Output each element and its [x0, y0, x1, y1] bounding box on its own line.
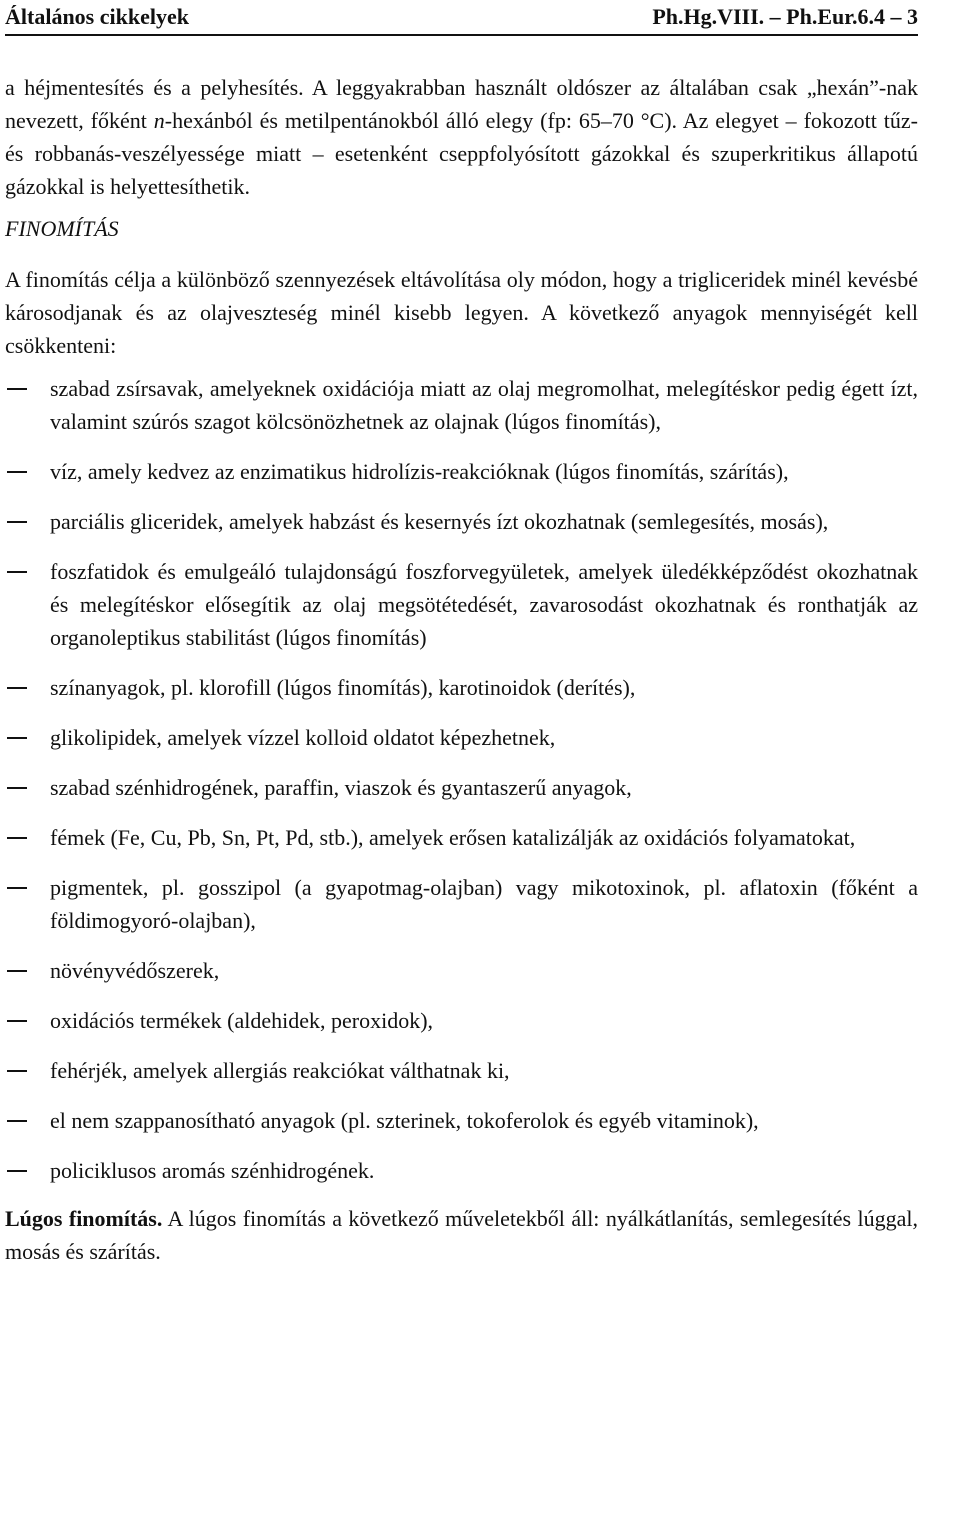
- list-item: [5, 671, 918, 704]
- list-item-text: szabad zsírsavak, amelyeknek oxidációja miatt az olaj megromolhat, melegítéskor pedig égett ízt, valamint szúrós szagot kölcsönözhetnek az olajnak (lúgos finomítás),: [50, 376, 918, 434]
- list-item-text: szabad szénhidrogének, paraffin, viaszok és gyantaszerű anyagok,: [50, 775, 632, 800]
- document-page: [5, 0, 918, 1290]
- alkaline-refining-heading: Lúgos finomítás.: [5, 1206, 163, 1231]
- list-item-text: fehérjék, amelyek allergiás reakciókat válthatnak ki,: [50, 1058, 510, 1083]
- running-header: [5, 0, 918, 36]
- list-item: [5, 871, 918, 937]
- list-item-text: el nem szappanosítható anyagok (pl. szterinek, tokoferolok és egyéb vitaminok),: [50, 1108, 759, 1133]
- refining-paragraph: A finomítás célja a különböző szennyezések eltávolítása oly módon, hogy a trigliceridek minél kevésbé károsodjanak és az olajveszteség minél kisebb legyen. A következő anyagok mennyiségét kell csökkenteni:: [5, 267, 918, 358]
- intro-part2: -hexánból és metilpentánokból álló elegy (fp: 65–70 °C). Az elegyet – fokozott tűz- és robbanás-veszélyessége miatt – esetenként cseppfolyósított gázokkal és szuperkritikus állapotú gázokkal is helyettesíthetik.: [5, 108, 918, 199]
- list-item-text: foszfatidok és emulgeáló tulajdonságú foszforvegyületek, amelyek üledékképződést okozhatnak és melegítéskor elősegítik az olaj megsötétedését, zavarosodást okozhatnak és ronthatják az organoleptikus stabilitást (lúgos finomítás): [50, 559, 918, 650]
- list-item: [5, 1004, 918, 1037]
- list-item-text: parciális gliceridek, amelyek habzást és kesernyés ízt okozhatnak (semlegesítés, mosás),: [50, 509, 829, 534]
- list-item-text: víz, amely kedvez az enzimatikus hidrolízis-reakcióknak (lúgos finomítás, szárítás),: [50, 459, 789, 484]
- header-section-title: Általános cikkelyek: [5, 4, 189, 29]
- header-pharmacopoeia-ref: Ph.Hg.VIII. – Ph.Eur.6.4 – 3: [652, 4, 918, 29]
- intro-part1: a héjmentesítés és a pelyhesítés. A leggyakrabban használt oldószer az általában csak „hexán”-nak nevezett, főként: [5, 75, 918, 133]
- list-item: [5, 505, 918, 538]
- list-item: [5, 372, 918, 438]
- list-item-text: oxidációs termékek (aldehidek, peroxidok),: [50, 1008, 434, 1033]
- list-item: [5, 1054, 918, 1087]
- intro-italic-n: n: [153, 108, 165, 133]
- alkaline-refining-text: A lúgos finomítás a következő műveletekből áll: nyálkátlanítás, semlegesítés lúggal, mosás és szárítás.: [5, 1206, 918, 1264]
- list-item: [5, 771, 918, 804]
- body-text: [5, 71, 918, 1268]
- list-item-text: fémek (Fe, Cu, Pb, Sn, Pt, Pd, stb.), amelyek erősen katalizálják az oxidációs folyamatokat,: [50, 825, 856, 850]
- list-item: [5, 821, 918, 854]
- list-item: [5, 555, 918, 654]
- list-item: [5, 1104, 918, 1137]
- list-item-text: glikolipidek, amelyek vízzel kolloid oldatot képezhetnek,: [50, 725, 556, 750]
- list-item-text: pigmentek, pl. gosszipol (a gyapotmag-olajban) vagy mikotoxinok, pl. aflatoxin (főként a földimogyoró-olajban),: [50, 875, 918, 933]
- alkaline-refining-paragraph: [5, 1202, 918, 1268]
- list-item: [5, 1154, 918, 1187]
- list-item-text: növényvédőszerek,: [50, 958, 220, 983]
- contaminant-list: [5, 372, 918, 1187]
- list-item-text: színanyagok, pl. klorofill (lúgos finomítás), karotinoidok (derítés),: [50, 675, 636, 700]
- list-item-text: policiklusos aromás szénhidrogének.: [50, 1158, 375, 1183]
- list-item: [5, 954, 918, 987]
- section-heading-refining: FINOMÍTÁS: [5, 216, 119, 241]
- list-item: [5, 455, 918, 488]
- intro-paragraph: [5, 71, 918, 203]
- list-item: [5, 721, 918, 754]
